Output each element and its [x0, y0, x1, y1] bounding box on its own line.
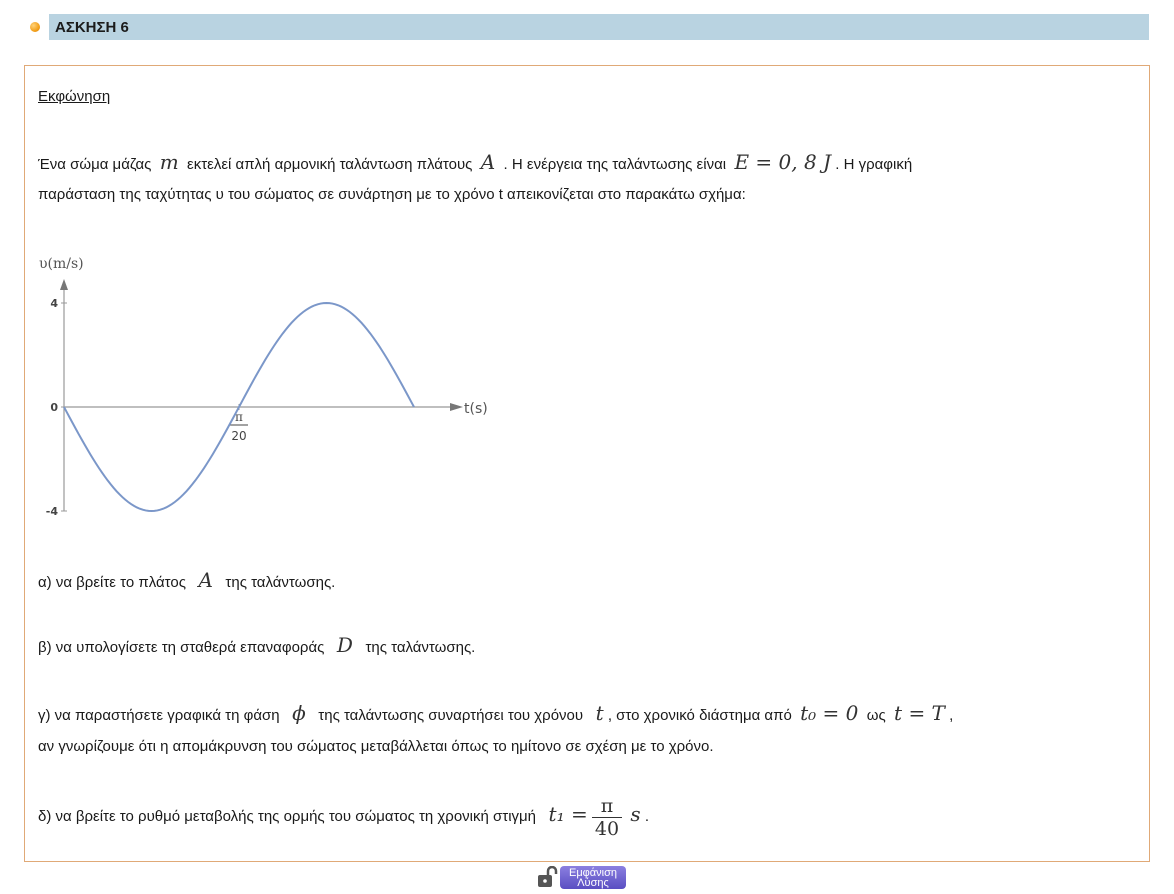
- math-t0: t₀ = 0: [800, 701, 859, 725]
- fraction-pi-40: [592, 795, 622, 840]
- intro-text: . Η ενέργεια της ταλάντωσης είναι: [503, 156, 727, 173]
- question-c-text: , στο χρονικό διάστημα από: [607, 707, 792, 724]
- chart-svg: [39, 248, 509, 528]
- bullet-icon: [30, 22, 40, 32]
- statement-label: Εκφώνηση: [38, 88, 111, 105]
- question-d-text: δ) να βρείτε το ρυθμό μεταβολής της ορμής του σώματος τη χρονική στιγμή: [38, 808, 537, 825]
- question-c-line-2: αν γνωρίζουμε ότι η απομάκρυνση του σώματος μεταβάλλεται όπως το ημίτονο σε σχέση με το χρόνο.: [38, 738, 714, 755]
- math-unit-s: s: [630, 802, 641, 826]
- intro-text: εκτελεί απλή αρμονική ταλάντωση πλάτους: [187, 156, 473, 173]
- y-tick-label: -4: [45, 505, 58, 518]
- intro-text: Ένα σώμα μάζας: [38, 156, 152, 173]
- question-c-text: της ταλάντωσης συναρτήσει του χρόνου: [318, 707, 584, 724]
- question-a-text: της ταλάντωσης.: [225, 574, 336, 591]
- show-solution-button[interactable]: [536, 866, 634, 889]
- y-tick-label: 4: [50, 297, 58, 310]
- math-D: D: [336, 633, 353, 657]
- question-d: [38, 791, 649, 840]
- intro-line-2: παράσταση της ταχύτητας υ του σώματος σε συνάρτηση με το χρόνο t απεικονίζεται στο παρακάτω σχήμα:: [38, 186, 746, 203]
- y-axis-label: υ(m/s): [39, 256, 84, 272]
- question-b-text: β) να υπολογίσετε τη σταθερά επαναφοράς: [38, 639, 325, 656]
- math-t1: t₁ =: [548, 802, 588, 826]
- exercise-header: [30, 14, 1149, 40]
- show-solution-label[interactable]: Εμφάνιση Λύσης: [560, 866, 626, 889]
- math-A: A: [480, 150, 496, 174]
- question-c-text: ως: [866, 707, 886, 724]
- math-m: m: [159, 150, 179, 174]
- intro-line-1: [38, 152, 912, 175]
- intro-text: . Η γραφική: [835, 156, 913, 173]
- question-b: [38, 635, 475, 658]
- math-A: A: [198, 568, 213, 592]
- math-phi: ϕ: [292, 701, 306, 725]
- math-energy: E = 0, 8 J: [734, 150, 832, 174]
- question-c-text: ,: [949, 707, 954, 724]
- question-b-text: της ταλάντωσης.: [365, 639, 476, 656]
- exercise-title: ΑΣΚΗΣΗ 6: [49, 14, 1149, 40]
- question-d-end: .: [644, 808, 650, 825]
- unlock-icon: [536, 866, 560, 889]
- math-t: t: [595, 701, 604, 725]
- y-axis-arrow: [60, 279, 68, 290]
- x-tick-label-den: 20: [231, 429, 247, 443]
- x-axis-arrow: [450, 403, 463, 411]
- question-c-text: γ) να παραστήσετε γραφικά τη φάση: [38, 707, 280, 724]
- exercise-box: [24, 65, 1150, 862]
- question-a: [38, 570, 335, 593]
- fraction-numerator: π: [592, 795, 622, 818]
- x-axis-label: t(s): [464, 401, 488, 417]
- y-tick-label: 0: [50, 401, 58, 414]
- question-c-line-1: [38, 703, 953, 726]
- math-tT: t = T: [894, 701, 945, 725]
- x-tick-label-num: π: [235, 410, 243, 424]
- x-tick: [230, 404, 248, 443]
- velocity-time-chart: [39, 248, 509, 528]
- question-a-text: α) να βρείτε το πλάτος: [38, 574, 186, 591]
- fraction-denominator: 40: [594, 817, 620, 840]
